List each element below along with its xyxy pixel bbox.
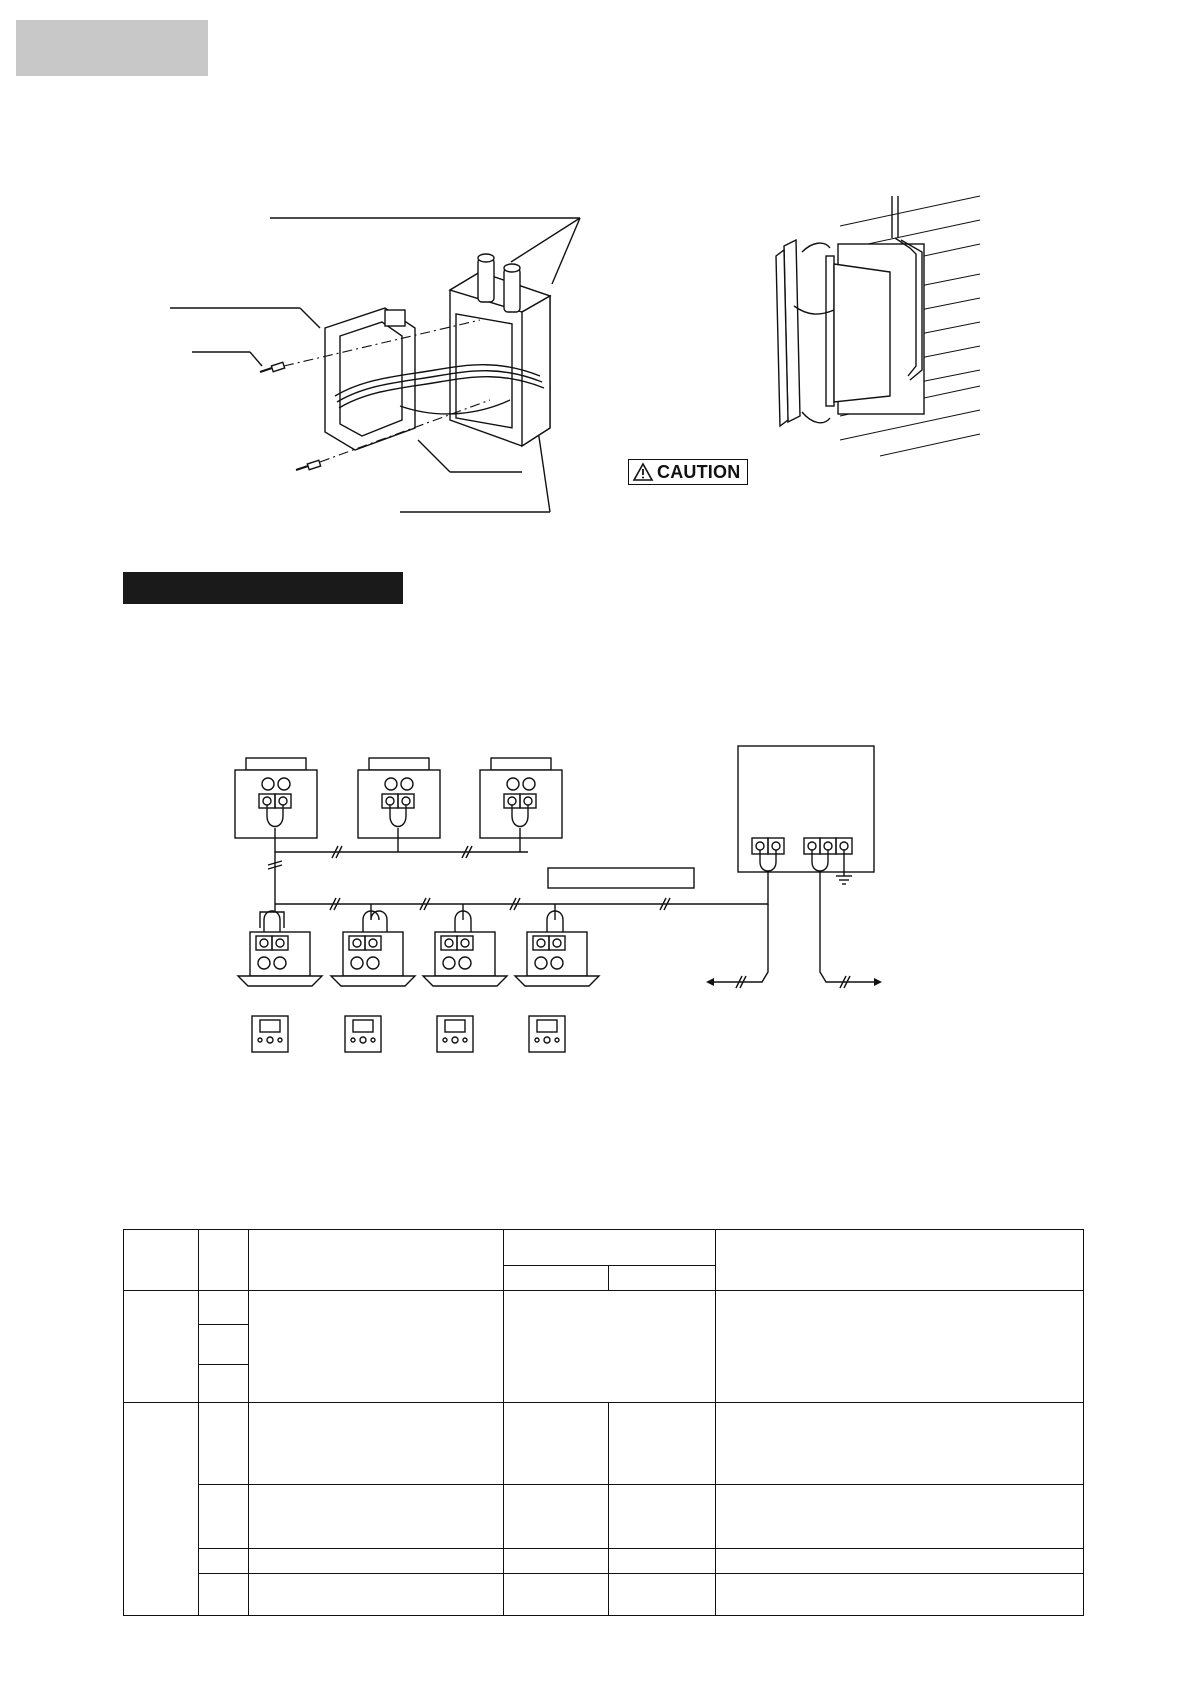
remote-controller-4 <box>529 1016 565 1052</box>
leader-line <box>538 430 550 512</box>
header-cell <box>609 1266 716 1291</box>
header-cell <box>504 1266 609 1291</box>
header-tab <box>16 20 208 76</box>
table-cell <box>504 1485 609 1549</box>
screw-top <box>260 362 285 372</box>
table-cell <box>716 1403 1084 1485</box>
side-back-plate <box>826 256 834 406</box>
indoor-unit-1 <box>238 904 322 986</box>
table-cell <box>249 1549 504 1574</box>
table-cell <box>716 1574 1084 1616</box>
table-cell <box>716 1485 1084 1549</box>
section-heading-bar <box>123 572 403 604</box>
table-cell <box>199 1485 249 1549</box>
table-cell <box>199 1365 249 1403</box>
spec-table <box>123 1229 1084 1616</box>
table-cell <box>199 1325 249 1365</box>
header-cell <box>124 1230 199 1291</box>
table-cell <box>199 1403 249 1485</box>
table-cell <box>249 1403 504 1485</box>
table-cell <box>199 1574 249 1616</box>
indoor-unit-3 <box>423 904 507 986</box>
table-cell <box>609 1549 716 1574</box>
table-cell <box>716 1291 1084 1403</box>
central-control-box <box>738 746 874 872</box>
indoor-unit-4 <box>515 904 599 986</box>
table-cell <box>504 1291 716 1403</box>
warning-triangle-icon <box>633 463 653 481</box>
leader-line <box>250 352 262 366</box>
header-cell <box>716 1230 1084 1291</box>
table-cell <box>609 1485 716 1549</box>
remote-controller-1 <box>252 1016 288 1052</box>
leader-line <box>511 218 580 262</box>
table-cell <box>124 1291 199 1403</box>
table-cell <box>124 1403 199 1616</box>
table-cell <box>609 1403 716 1485</box>
table-cell <box>716 1549 1084 1574</box>
remote-controller-3 <box>437 1016 473 1052</box>
table-cell <box>609 1574 716 1616</box>
header-cell <box>504 1230 716 1266</box>
table-cell <box>199 1549 249 1574</box>
leader-line <box>300 308 320 328</box>
table-cell <box>504 1403 609 1485</box>
table-cell <box>249 1485 504 1549</box>
header-cell <box>199 1230 249 1291</box>
wall-box <box>450 272 550 446</box>
wiring-system-diagram <box>230 752 910 1072</box>
controller-back-plate <box>325 308 415 450</box>
header-cell <box>249 1230 504 1291</box>
remote-wall-mount-side-view <box>740 196 990 456</box>
table-cell <box>249 1574 504 1616</box>
remote-controller-2 <box>345 1016 381 1052</box>
table-cell <box>249 1291 504 1403</box>
table-cell <box>199 1291 249 1325</box>
caution-label: CAUTION <box>657 461 741 482</box>
caution-badge <box>628 459 748 485</box>
leader-line <box>552 218 580 284</box>
wiring-note-box <box>548 868 694 888</box>
table-cell <box>504 1549 609 1574</box>
leader-line <box>418 440 450 472</box>
table-cell <box>504 1574 609 1616</box>
screw-bottom <box>296 460 321 470</box>
indoor-unit-2 <box>331 904 415 986</box>
